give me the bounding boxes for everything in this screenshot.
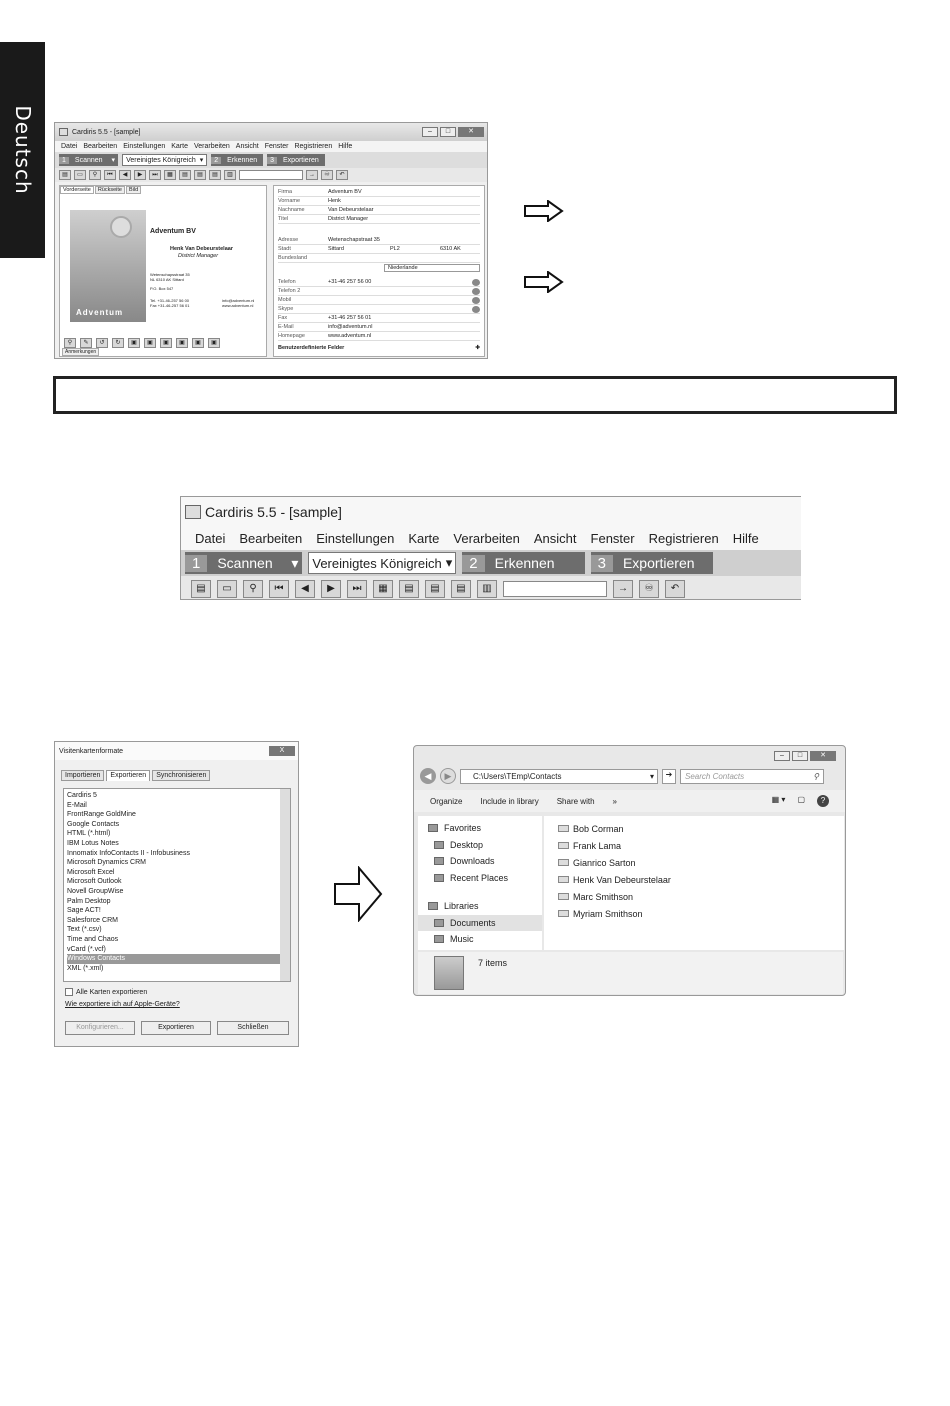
more-button[interactable]: » bbox=[612, 796, 617, 806]
fields-phone-group bbox=[278, 278, 480, 341]
card-view-icon[interactable]: ▭ bbox=[217, 580, 237, 598]
menu-item-4[interactable]: Verarbeiten bbox=[453, 531, 520, 546]
file-name: Marc Smithson bbox=[573, 891, 634, 902]
folder-icon bbox=[434, 956, 464, 990]
first-icon[interactable]: ⏮ bbox=[104, 170, 116, 180]
undo-icon[interactable]: ↶ bbox=[336, 170, 348, 180]
title-bar bbox=[55, 123, 487, 141]
rotate-left-icon[interactable]: ↺ bbox=[96, 338, 108, 348]
plus-icon[interactable]: ✚ bbox=[475, 345, 480, 351]
field-row bbox=[278, 254, 480, 263]
file-item[interactable] bbox=[558, 905, 830, 922]
step-bar bbox=[55, 152, 487, 168]
undo-icon[interactable]: ↶ bbox=[665, 580, 685, 598]
menu-item-2[interactable]: Einstellungen bbox=[316, 531, 395, 546]
menu-item-7[interactable]: Registrieren bbox=[648, 531, 719, 546]
binoculars-icon[interactable]: ♾ bbox=[321, 170, 333, 180]
step-bar-large bbox=[181, 550, 801, 576]
star-icon bbox=[428, 824, 438, 832]
layout2-icon[interactable]: ▤ bbox=[399, 580, 419, 598]
contact-icon bbox=[558, 910, 569, 917]
checkbox-box[interactable] bbox=[65, 988, 73, 996]
nav-item[interactable] bbox=[418, 898, 542, 915]
maximize-button[interactable]: □ bbox=[440, 127, 456, 137]
format-item[interactable]: Windows Contacts bbox=[67, 954, 287, 964]
prev-icon[interactable]: ◀ bbox=[119, 170, 131, 180]
file-item[interactable] bbox=[558, 837, 830, 854]
field-row bbox=[278, 245, 480, 254]
dialog-title-bar bbox=[55, 742, 298, 760]
card-logo-graphic bbox=[70, 210, 146, 322]
card-view-icon[interactable]: ▭ bbox=[74, 170, 86, 180]
nav-label: Favorites bbox=[444, 823, 482, 834]
details-pane bbox=[418, 952, 843, 994]
nav-item[interactable] bbox=[418, 837, 542, 854]
close-button[interactable]: ✕ bbox=[458, 127, 484, 137]
configure-button[interactable]: Konfigurieren... bbox=[65, 1021, 135, 1035]
format-item[interactable]: Google Contacts bbox=[67, 820, 120, 828]
tool-bar bbox=[55, 168, 487, 182]
arrow-right-icon bbox=[524, 200, 564, 222]
field-value[interactable]: info@adventum.nl bbox=[328, 324, 373, 330]
format-item[interactable]: Novell GroupWise bbox=[67, 887, 124, 895]
nav-item[interactable] bbox=[418, 931, 542, 948]
rotate-right-icon[interactable]: ↻ bbox=[112, 338, 124, 348]
item-count: 7 items bbox=[478, 958, 508, 968]
tab-sync[interactable]: Synchronisieren bbox=[152, 770, 210, 781]
window-title: Cardiris 5.5 - [sample] bbox=[72, 128, 141, 136]
preview-pane-icon[interactable]: ▢ bbox=[797, 795, 805, 804]
country-select-large[interactable]: Vereinigtes Königreich ▾ bbox=[308, 552, 456, 574]
menu-item-7[interactable]: Registrieren bbox=[294, 143, 333, 150]
format-item[interactable]: XML (*.xml) bbox=[67, 964, 104, 972]
field-row bbox=[278, 314, 480, 323]
card-address2: NL 6310 AK Sittard bbox=[150, 277, 184, 282]
file-list bbox=[544, 816, 844, 950]
note-box bbox=[53, 376, 897, 414]
field-value[interactable]: Henk bbox=[328, 198, 341, 204]
title-bar-large bbox=[181, 497, 801, 527]
format-item[interactable]: E-Mail bbox=[67, 801, 87, 809]
field-label: Firma bbox=[278, 189, 293, 195]
menu-item-8[interactable]: Hilfe bbox=[732, 531, 759, 546]
format-item[interactable]: Palm Desktop bbox=[67, 897, 111, 905]
field-row bbox=[278, 278, 480, 287]
pen-icon[interactable]: ✎ bbox=[80, 338, 92, 348]
chevron-down-icon: ▾ bbox=[199, 157, 204, 164]
field-row bbox=[278, 215, 480, 224]
menu-item-8[interactable]: Hilfe bbox=[338, 143, 353, 150]
file-item[interactable] bbox=[558, 871, 830, 888]
nav-item[interactable] bbox=[418, 853, 542, 870]
help-icon[interactable]: ? bbox=[817, 795, 829, 807]
custom-fields-header: Benutzerdefinierte Felder ✚ bbox=[278, 345, 480, 351]
command-bar bbox=[414, 790, 845, 812]
tool6-icon[interactable]: ▣ bbox=[144, 338, 156, 348]
menu-item-3[interactable]: Karte bbox=[408, 531, 440, 546]
close-button[interactable]: ✕ bbox=[810, 751, 836, 761]
scrollbar[interactable] bbox=[280, 789, 290, 981]
next-icon[interactable]: ▶ bbox=[134, 170, 146, 180]
layout1-icon[interactable]: ▦ bbox=[373, 580, 393, 598]
last-icon[interactable]: ⏭ bbox=[347, 580, 367, 598]
maximize-button[interactable]: □ bbox=[792, 751, 808, 761]
cardiris-toolbar-closeup bbox=[180, 496, 801, 600]
format-item[interactable]: IBM Lotus Notes bbox=[67, 839, 119, 847]
tab-back[interactable]: Rückseite bbox=[95, 186, 125, 194]
language-side-tab: Deutsch bbox=[0, 42, 45, 258]
dialog-close-button[interactable]: X bbox=[269, 746, 295, 756]
field-label: Mobil bbox=[278, 297, 292, 303]
country-select[interactable]: Vereinigtes Königreich ▾ bbox=[122, 154, 207, 166]
star-icon bbox=[428, 902, 438, 910]
file-name: Frank Lama bbox=[573, 840, 622, 851]
field-label: E-Mail bbox=[278, 324, 294, 330]
dialog-tabs bbox=[55, 766, 298, 781]
filter-icon[interactable]: ⚲ bbox=[89, 170, 101, 180]
field-label: Homepage bbox=[278, 333, 305, 339]
view-icon[interactable]: ▤ bbox=[191, 580, 211, 598]
format-item[interactable]: Sage ACT! bbox=[67, 907, 101, 915]
field-value[interactable]: Sittard bbox=[328, 246, 344, 252]
folder-icon bbox=[434, 919, 444, 927]
card-address1: Wetenschapsstraat 35 bbox=[150, 272, 190, 277]
tool-bar-large bbox=[181, 576, 801, 600]
tool10-icon[interactable]: ▣ bbox=[208, 338, 220, 348]
nav-item[interactable] bbox=[418, 820, 542, 837]
step-export-button-large[interactable]: 3 Exportieren bbox=[591, 552, 713, 574]
contact-icon bbox=[558, 825, 569, 832]
menu-item-1[interactable]: Bearbeiten bbox=[83, 143, 118, 150]
fields-name-group bbox=[278, 188, 480, 224]
search-field[interactable]: Search Contacts ⚲ bbox=[680, 769, 824, 784]
field-value[interactable]: Wetenschapstraat 35 bbox=[328, 237, 380, 243]
forward-button[interactable]: ▶ bbox=[440, 768, 456, 784]
last-icon[interactable]: ⏭ bbox=[149, 170, 161, 180]
field-row bbox=[278, 296, 480, 305]
layout2-icon[interactable]: ▤ bbox=[179, 170, 191, 180]
tab-image[interactable]: Bild bbox=[126, 186, 141, 194]
menu-item-4[interactable]: Verarbeiten bbox=[193, 143, 230, 150]
menu-bar-large bbox=[181, 527, 801, 550]
card-name: Henk Van Debeurstelaar bbox=[170, 246, 233, 252]
organize-button[interactable]: Organize bbox=[430, 796, 463, 806]
field-label: Telefon bbox=[278, 279, 296, 285]
field-row bbox=[278, 206, 480, 215]
file-item[interactable] bbox=[558, 820, 830, 837]
go-icon[interactable]: → bbox=[306, 170, 318, 180]
field-label: Skype bbox=[278, 306, 294, 312]
field-row bbox=[278, 236, 480, 245]
field-label: Titel bbox=[278, 216, 289, 222]
app-icon bbox=[59, 128, 68, 136]
menu-item-0[interactable]: Datei bbox=[61, 143, 78, 150]
nav-label: Libraries bbox=[444, 901, 479, 912]
field-label: Fax bbox=[278, 315, 288, 321]
phone-edit-icon[interactable] bbox=[472, 306, 480, 313]
step-recognize-button[interactable]: 2 Erkennen bbox=[211, 154, 263, 166]
tool9-icon[interactable]: ▣ bbox=[192, 338, 204, 348]
format-item[interactable]: vCard (*.vcf) bbox=[67, 945, 106, 953]
layout4-icon[interactable]: ▤ bbox=[209, 170, 221, 180]
layout4-icon[interactable]: ▤ bbox=[451, 580, 471, 598]
back-button[interactable]: ◀ bbox=[420, 768, 436, 784]
arrow-right-icon bbox=[333, 866, 383, 922]
file-name: Myriam Smithson bbox=[573, 908, 643, 919]
views-icon[interactable]: ▦ ▾ bbox=[771, 795, 786, 804]
format-item[interactable]: Microsoft Dynamics CRM bbox=[67, 859, 146, 867]
format-item[interactable]: Microsoft Excel bbox=[67, 868, 115, 876]
field-row bbox=[278, 188, 480, 197]
card-preview-pane bbox=[59, 185, 267, 357]
search-icon: ⚲ bbox=[813, 771, 819, 781]
nav-label: Recent Places bbox=[450, 872, 509, 883]
explorer-window bbox=[413, 745, 846, 996]
filter-icon[interactable]: ⚲ bbox=[243, 580, 263, 598]
tab-import[interactable]: Importieren bbox=[61, 770, 104, 781]
search-input-large[interactable] bbox=[503, 581, 607, 597]
address-bar[interactable]: C:\Users\TEmp\Contacts ▾ bbox=[460, 769, 658, 784]
phone-edit-icon[interactable] bbox=[472, 288, 480, 295]
export-all-checkbox[interactable]: Alle Karten exportieren bbox=[65, 988, 147, 996]
address-row bbox=[414, 766, 845, 786]
step-export-button[interactable]: 3 Exportieren bbox=[267, 154, 325, 166]
menu-item-2[interactable]: Einstellungen bbox=[123, 143, 166, 150]
menu-item-6[interactable]: Fenster bbox=[590, 531, 635, 546]
postcode-value[interactable]: 6310 AK bbox=[440, 246, 461, 252]
menu-item-3[interactable]: Karte bbox=[171, 143, 188, 150]
business-card-image bbox=[64, 202, 264, 330]
step-scan-button[interactable]: 1 Scannen ▾ bbox=[59, 154, 118, 166]
prev-icon[interactable]: ◀ bbox=[295, 580, 315, 598]
export-formats-dialog bbox=[54, 741, 299, 1047]
binoculars-icon[interactable]: ♾ bbox=[639, 580, 659, 598]
close-dialog-button[interactable]: Schließen bbox=[217, 1021, 289, 1035]
contact-icon bbox=[558, 842, 569, 849]
folder-icon bbox=[434, 841, 444, 849]
field-label: Telefon 2 bbox=[278, 288, 301, 294]
layout5-icon[interactable]: ▥ bbox=[224, 170, 236, 180]
format-item[interactable]: Cardiris 5 bbox=[67, 792, 97, 799]
apple-export-link[interactable]: Wie exportiere ich auf Apple-Geräte? bbox=[65, 1001, 180, 1008]
file-name: Gianrico Sarton bbox=[573, 857, 636, 868]
field-value[interactable]: www.adventum.nl bbox=[328, 333, 372, 339]
card-po: P.O. Box 547 bbox=[150, 286, 174, 291]
field-value[interactable]: Van Debeurstelaar bbox=[328, 207, 374, 213]
nav-label: Documents bbox=[450, 917, 496, 928]
field-row bbox=[278, 305, 480, 314]
zoom-icon[interactable]: ⚲ bbox=[64, 338, 76, 348]
contact-icon bbox=[558, 893, 569, 900]
card-web: www.adventum.nl bbox=[222, 303, 254, 308]
card-logo-text: Adventum bbox=[76, 308, 124, 317]
field-label: Nachname bbox=[278, 207, 305, 213]
field-row bbox=[278, 332, 480, 341]
tool8-icon[interactable]: ▣ bbox=[176, 338, 188, 348]
next-icon[interactable]: ▶ bbox=[321, 580, 341, 598]
minimize-button[interactable]: – bbox=[422, 127, 438, 137]
card-company: Adventum BV bbox=[150, 228, 196, 235]
card-logo-circle bbox=[110, 216, 132, 238]
field-value[interactable]: Adventum BV bbox=[328, 189, 362, 195]
nav-item[interactable] bbox=[418, 915, 542, 932]
field-label: Stadt bbox=[278, 246, 291, 252]
field-row bbox=[278, 323, 480, 332]
field-value[interactable]: +31-46 257 56 00 bbox=[328, 279, 372, 285]
layout1-icon[interactable]: ▦ bbox=[164, 170, 176, 180]
format-item[interactable]: Time and Chaos bbox=[67, 935, 119, 943]
go-icon[interactable]: → bbox=[613, 580, 633, 598]
format-list[interactable] bbox=[63, 788, 291, 982]
menu-item-0[interactable]: Datei bbox=[195, 531, 226, 546]
format-item[interactable]: Innomatix InfoContacts II - Infobusiness bbox=[67, 849, 190, 857]
file-name: Bob Corman bbox=[573, 823, 624, 834]
include-library-button[interactable]: Include in library bbox=[480, 796, 539, 806]
cardiris-main-window bbox=[54, 122, 488, 359]
window-title-large: Cardiris 5.5 - [sample] bbox=[205, 504, 342, 520]
nav-label: Downloads bbox=[450, 856, 495, 867]
folder-icon bbox=[434, 874, 444, 882]
card-role: District Manager bbox=[178, 253, 219, 259]
step-recognize-button-large[interactable]: 2 Erkennen bbox=[462, 552, 584, 574]
step-scan-button-large[interactable]: 1 Scannen ▾ bbox=[185, 552, 302, 574]
menu-item-5[interactable]: Ansicht bbox=[533, 531, 577, 546]
contact-icon bbox=[558, 876, 569, 883]
field-row bbox=[278, 287, 480, 296]
format-item[interactable]: Microsoft Outlook bbox=[67, 878, 122, 886]
menu-item-5[interactable]: Ansicht bbox=[235, 143, 259, 150]
notes-tab[interactable]: Anmerkungen bbox=[62, 348, 99, 356]
format-item[interactable]: HTML (*.html) bbox=[67, 830, 111, 838]
nav-label: Music bbox=[450, 934, 474, 945]
menu-bar bbox=[55, 141, 487, 152]
card-tools bbox=[64, 338, 220, 348]
search-input[interactable] bbox=[239, 170, 303, 180]
view-icon[interactable]: ▤ bbox=[59, 170, 71, 180]
card-email: info@adventum.nl bbox=[222, 298, 255, 303]
card-fax: Fax +31-46-257 56 01 bbox=[150, 303, 190, 308]
nav-label: Desktop bbox=[450, 839, 484, 850]
first-icon[interactable]: ⏮ bbox=[269, 580, 289, 598]
field-label: Vorname bbox=[278, 198, 301, 204]
tool5-icon[interactable]: ▣ bbox=[128, 338, 140, 348]
export-button[interactable]: Exportieren bbox=[141, 1021, 211, 1035]
nav-pane bbox=[418, 816, 542, 950]
layout3-icon[interactable]: ▤ bbox=[194, 170, 206, 180]
format-item[interactable]: Salesforce CRM bbox=[67, 916, 118, 924]
layout3-icon[interactable]: ▤ bbox=[425, 580, 445, 598]
app-icon bbox=[185, 505, 201, 519]
menu-item-1[interactable]: Bearbeiten bbox=[239, 531, 303, 546]
field-value[interactable]: +31-46 257 56 01 bbox=[328, 315, 372, 321]
format-item[interactable]: Text (*.csv) bbox=[67, 926, 102, 934]
field-country bbox=[278, 263, 480, 272]
phone-edit-icon[interactable] bbox=[472, 279, 480, 286]
nav-item[interactable] bbox=[418, 870, 542, 887]
tab-export[interactable]: Exportieren bbox=[106, 770, 150, 781]
folder-icon bbox=[434, 857, 444, 865]
file-item[interactable] bbox=[558, 888, 830, 905]
field-value[interactable]: District Manager bbox=[328, 216, 369, 222]
file-item[interactable] bbox=[558, 854, 830, 871]
refresh-button[interactable]: ➔ bbox=[662, 769, 676, 784]
fields-pane bbox=[273, 185, 485, 357]
arrow-right-icon bbox=[524, 271, 564, 293]
dialog-title: Visitenkartenformate bbox=[59, 747, 124, 755]
layout5-icon[interactable]: ▥ bbox=[477, 580, 497, 598]
country-field-select[interactable]: Niederlande bbox=[384, 264, 480, 272]
file-name: Henk Van Debeurstelaar bbox=[573, 874, 671, 885]
format-item[interactable]: FrontRange GoldMine bbox=[67, 811, 136, 819]
field-label: Bundesland bbox=[278, 255, 308, 261]
chevron-down-icon: ▾ bbox=[445, 555, 453, 570]
menu-item-6[interactable]: Fenster bbox=[264, 143, 289, 150]
share-with-button[interactable]: Share with bbox=[556, 796, 595, 806]
folder-icon bbox=[434, 935, 444, 943]
minimize-button[interactable]: – bbox=[774, 751, 790, 761]
zip-prefix[interactable]: PL2 bbox=[390, 246, 400, 252]
tool7-icon[interactable]: ▣ bbox=[160, 338, 172, 348]
field-label: Adresse bbox=[278, 237, 299, 243]
card-tel: Tel. +31-46-257 56 00 bbox=[150, 298, 190, 303]
fields-address-group bbox=[278, 236, 480, 263]
contact-icon bbox=[558, 859, 569, 866]
tab-front[interactable]: Vorderseite bbox=[60, 186, 94, 194]
field-row bbox=[278, 197, 480, 206]
chevron-down-icon: ▾ bbox=[649, 771, 654, 781]
phone-edit-icon[interactable] bbox=[472, 297, 480, 304]
